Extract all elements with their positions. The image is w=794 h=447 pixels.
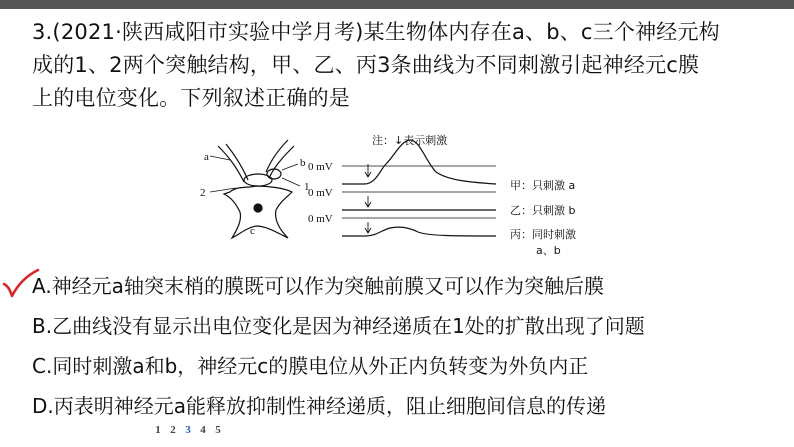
option-c-letter: C. bbox=[32, 354, 53, 378]
option-a-letter: A. bbox=[32, 274, 52, 298]
neuron-figure bbox=[196, 126, 616, 270]
zero-label-1: 0 mV bbox=[308, 161, 333, 173]
page-link-5[interactable]: 5 bbox=[215, 424, 221, 436]
label-b: b bbox=[300, 157, 306, 169]
option-d[interactable] bbox=[32, 388, 772, 428]
option-c[interactable] bbox=[32, 348, 772, 388]
option-d-text: 丙表明神经元a能释放抑制性神经递质，阻止细胞间信息的传递 bbox=[53, 394, 607, 418]
page-link-3[interactable]: 3 bbox=[185, 424, 191, 436]
page-link-2[interactable]: 2 bbox=[170, 424, 176, 436]
option-b-letter: B. bbox=[32, 314, 53, 338]
figure-svg bbox=[196, 126, 616, 270]
page-link-1[interactable]: 1 bbox=[155, 424, 161, 436]
top-bar bbox=[0, 0, 794, 9]
question-line-3: 上的电位变化。下列叙述正确的是 bbox=[32, 86, 350, 110]
answer-options bbox=[32, 268, 772, 428]
figure-note: 注：↓表示刺激 bbox=[372, 134, 448, 147]
option-b[interactable] bbox=[32, 308, 772, 348]
option-c-text: 同时刺激a和b，神经元c的膜电位从外正内负转变为外负内正 bbox=[52, 354, 589, 378]
label-synapse-2: 2 bbox=[200, 187, 206, 199]
curve-label-jia: 甲：只刺激 a bbox=[510, 179, 576, 192]
zero-label-2: 0 mV bbox=[308, 187, 333, 199]
option-a[interactable] bbox=[32, 268, 772, 308]
label-synapse-1: 1 bbox=[304, 181, 310, 193]
curve-label-bing: 丙：同时刺激 bbox=[510, 228, 576, 241]
neuron-diagram bbox=[210, 140, 300, 238]
curve-jia bbox=[342, 140, 496, 184]
curve-label-bing-sub: a、b bbox=[536, 244, 561, 257]
stimulus-arrow-2 bbox=[365, 196, 371, 207]
curve-label-yi: 乙：只刺激 b bbox=[510, 204, 576, 217]
page-link-4[interactable]: 4 bbox=[200, 424, 206, 436]
option-a-text: 神经元a轴突末梢的膜既可以作为突触前膜又可以作为突触后膜 bbox=[51, 274, 604, 298]
option-b-text: 乙曲线没有显示出电位变化是因为神经递质在1处的扩散出现了问题 bbox=[52, 314, 645, 338]
stimulus-arrow-3 bbox=[365, 222, 371, 233]
page-indicator bbox=[152, 424, 224, 440]
label-c: c bbox=[250, 225, 255, 237]
question-line-1: 3.(2021·陕西咸阳市实验中学月考)某生物体内存在a、b、c三个神经元构 bbox=[32, 20, 720, 44]
option-d-letter: D. bbox=[32, 394, 54, 418]
question-line-2: 成的1、2两个突触结构，甲、乙、丙3条曲线为不同刺激引起神经元c膜 bbox=[32, 53, 700, 77]
zero-label-3: 0 mV bbox=[308, 213, 333, 225]
label-a: a bbox=[204, 151, 209, 163]
question-stem bbox=[32, 16, 772, 115]
